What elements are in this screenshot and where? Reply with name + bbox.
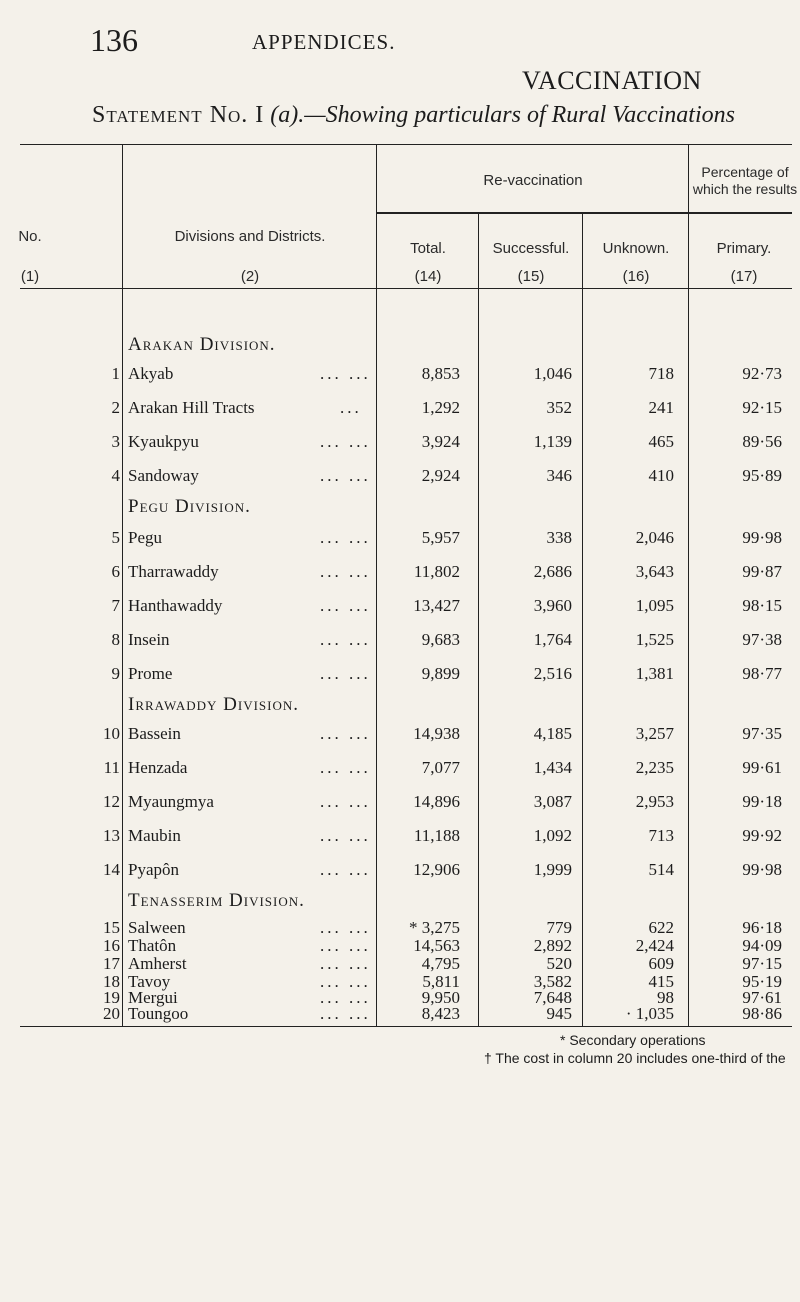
cell-unknown: 410 bbox=[648, 466, 674, 485]
cell-primary: 99·61 bbox=[742, 758, 782, 777]
district-name: Thatôn bbox=[128, 936, 177, 955]
cell-successful: 3,087 bbox=[533, 792, 572, 811]
leader-dots: ... bbox=[340, 398, 362, 417]
cell-successful: 4,185 bbox=[533, 724, 572, 743]
district-name: Amherst bbox=[128, 954, 187, 973]
row-number: 19 bbox=[103, 988, 120, 1007]
header-divisions: Divisions and Districts. bbox=[174, 228, 326, 245]
cell-primary: 96·18 bbox=[742, 918, 782, 937]
row-number: 11 bbox=[103, 758, 120, 777]
table-row bbox=[0, 826, 800, 854]
leader-dots: ... ... bbox=[320, 954, 371, 973]
header-revaccination: Re-vaccination bbox=[483, 172, 583, 189]
division-heading: Arakan Division. bbox=[128, 334, 276, 355]
row-number: 1 bbox=[111, 364, 120, 383]
cell-successful: 1,046 bbox=[533, 364, 572, 383]
district-name: Salween bbox=[128, 918, 186, 937]
cell-unknown: 718 bbox=[648, 364, 674, 383]
table-row bbox=[0, 432, 800, 460]
leader-dots: ... ... bbox=[320, 1004, 371, 1023]
cell-successful: 1,999 bbox=[533, 860, 572, 879]
header-primary: Primary. bbox=[716, 240, 772, 257]
cell-primary: 97·38 bbox=[742, 630, 782, 649]
cell-unknown: 1,525 bbox=[635, 630, 674, 649]
cell-primary: 99·87 bbox=[742, 562, 782, 581]
division-heading: Pegu Division. bbox=[128, 496, 251, 517]
district-name: Sandoway bbox=[128, 466, 199, 485]
cell-successful: 1,139 bbox=[533, 432, 572, 451]
row-number: 3 bbox=[111, 432, 120, 451]
cell-primary: 97·35 bbox=[742, 724, 782, 743]
leader-dots: ... ... bbox=[320, 724, 371, 743]
cell-primary: 99·18 bbox=[742, 792, 782, 811]
district-name: Insein bbox=[128, 630, 170, 649]
table-row bbox=[0, 466, 800, 494]
cell-total: 14,896 bbox=[413, 792, 460, 811]
leader-dots: ... ... bbox=[320, 562, 371, 581]
district-name: Pyapôn bbox=[128, 860, 179, 879]
cell-successful: 2,516 bbox=[533, 664, 572, 683]
leader-dots: ... ... bbox=[320, 630, 371, 649]
cell-total: 4,795 bbox=[421, 954, 460, 973]
cell-unknown: 622 bbox=[648, 918, 674, 937]
footnote-secondary: * Secondary operations bbox=[560, 1032, 706, 1048]
cell-unknown: 2,424 bbox=[635, 936, 674, 955]
row-number: 20 bbox=[103, 1004, 120, 1023]
cell-unknown: 713 bbox=[648, 826, 674, 845]
district-name: Toungoo bbox=[128, 1004, 189, 1023]
table-row bbox=[0, 724, 800, 752]
district-name: Akyab bbox=[128, 364, 174, 383]
cell-primary: 94·09 bbox=[742, 936, 782, 955]
row-number: 15 bbox=[103, 918, 120, 937]
row-number: 9 bbox=[111, 664, 120, 683]
cell-unknown: 98 bbox=[657, 988, 674, 1007]
row-number: 4 bbox=[111, 466, 120, 485]
table-top-rule bbox=[20, 144, 792, 145]
header-no-num: (1) bbox=[20, 268, 40, 285]
leader-dots: ... ... bbox=[320, 596, 371, 615]
cell-primary: 92·15 bbox=[742, 398, 782, 417]
cell-unknown: 3,257 bbox=[635, 724, 674, 743]
row-number: 12 bbox=[103, 792, 120, 811]
cell-successful: 7,648 bbox=[533, 988, 572, 1007]
header-unknown-num: (16) bbox=[622, 268, 650, 285]
cell-successful: 1,434 bbox=[533, 758, 572, 777]
header-percentage: Percentage of which the results bbox=[692, 164, 798, 197]
table-row bbox=[0, 528, 800, 556]
cell-primary: 99·98 bbox=[742, 528, 782, 547]
cell-total: 7,077 bbox=[421, 758, 460, 777]
cell-total: 2,924 bbox=[421, 466, 460, 485]
cell-primary: 99·98 bbox=[742, 860, 782, 879]
leader-dots: ... ... bbox=[320, 792, 371, 811]
cell-total: 12,906 bbox=[413, 860, 460, 879]
row-number: 14 bbox=[103, 860, 120, 879]
cell-successful: 520 bbox=[546, 954, 572, 973]
cell-total: 1,292 bbox=[421, 398, 460, 417]
cell-unknown: 2,235 bbox=[635, 758, 674, 777]
header-unknown: Unknown. bbox=[602, 240, 670, 257]
cell-primary: 95·89 bbox=[742, 466, 782, 485]
table-row bbox=[0, 758, 800, 786]
header-successful: Successful. bbox=[492, 240, 570, 257]
cell-successful: 3,960 bbox=[533, 596, 572, 615]
cell-total: * 3,275 bbox=[409, 918, 460, 937]
header-total-num: (14) bbox=[414, 268, 442, 285]
leader-dots: ... ... bbox=[320, 860, 371, 879]
header-bottom-rule bbox=[20, 288, 792, 289]
cell-unknown: 1,095 bbox=[635, 596, 674, 615]
cell-unknown: 2,046 bbox=[635, 528, 674, 547]
cell-primary: 97·61 bbox=[742, 988, 782, 1007]
row-number: 16 bbox=[103, 936, 120, 955]
district-name: Pegu bbox=[128, 528, 162, 547]
leader-dots: ... ... bbox=[320, 988, 371, 1007]
leader-dots: ... ... bbox=[320, 972, 371, 991]
cell-total: 9,950 bbox=[421, 988, 460, 1007]
cell-total: 13,427 bbox=[413, 596, 460, 615]
footnote-cost: † The cost in column 20 includes one-third of the bbox=[484, 1050, 786, 1066]
cell-successful: 338 bbox=[546, 528, 572, 547]
cell-total: 14,563 bbox=[413, 936, 460, 955]
leader-dots: ... ... bbox=[320, 432, 371, 451]
cell-unknown: 3,643 bbox=[635, 562, 674, 581]
leader-dots: ... ... bbox=[320, 758, 371, 777]
cell-primary: 89·56 bbox=[742, 432, 782, 451]
leader-dots: ... ... bbox=[320, 466, 371, 485]
leader-dots: ... ... bbox=[320, 936, 371, 955]
district-name: Henzada bbox=[128, 758, 188, 777]
cell-unknown: 609 bbox=[648, 954, 674, 973]
row-number: 13 bbox=[103, 826, 120, 845]
cell-primary: 99·92 bbox=[742, 826, 782, 845]
leader-dots: ... ... bbox=[320, 364, 371, 383]
statement-description: .—Showing particulars of Rural Vaccinations bbox=[298, 102, 735, 128]
cell-unknown: · 1,035 bbox=[625, 1004, 674, 1023]
cell-total: 14,938 bbox=[413, 724, 460, 743]
division-heading: Tenasserim Division. bbox=[128, 890, 305, 911]
row-number: 5 bbox=[111, 528, 120, 547]
district-name: Tharrawaddy bbox=[128, 562, 219, 581]
district-name: Prome bbox=[128, 664, 173, 683]
header-successful-num: (15) bbox=[517, 268, 545, 285]
cell-successful: 352 bbox=[546, 398, 572, 417]
cell-unknown: 2,953 bbox=[635, 792, 674, 811]
cell-successful: 2,686 bbox=[533, 562, 572, 581]
table-row bbox=[0, 562, 800, 590]
table-row bbox=[0, 664, 800, 692]
leader-dots: ... ... bbox=[320, 826, 371, 845]
table-row bbox=[0, 792, 800, 820]
cell-total: 8,423 bbox=[421, 1004, 460, 1023]
row-number: 6 bbox=[111, 562, 120, 581]
cell-successful: 779 bbox=[546, 918, 572, 937]
table-row bbox=[0, 596, 800, 624]
cell-total: 5,957 bbox=[421, 528, 460, 547]
cell-primary: 95·19 bbox=[742, 972, 782, 991]
table-row bbox=[0, 860, 800, 888]
leader-dots: ... ... bbox=[320, 918, 371, 937]
row-number: 18 bbox=[103, 972, 120, 991]
cell-successful: 1,764 bbox=[533, 630, 572, 649]
cell-total: 11,802 bbox=[413, 562, 460, 581]
subheader-rule bbox=[376, 212, 792, 214]
cell-primary: 92·73 bbox=[742, 364, 782, 383]
row-number: 8 bbox=[111, 630, 120, 649]
cell-unknown: 514 bbox=[648, 860, 674, 879]
leader-dots: ... ... bbox=[320, 664, 371, 683]
division-heading: Irrawaddy Division. bbox=[128, 694, 300, 715]
table-row bbox=[0, 630, 800, 658]
district-name: Arakan Hill Tracts bbox=[128, 398, 255, 417]
running-head: APPENDICES. bbox=[252, 30, 396, 54]
cell-primary: 98·77 bbox=[742, 664, 782, 683]
statement-part: (a) bbox=[270, 102, 299, 128]
cell-successful: 346 bbox=[546, 466, 572, 485]
cell-successful: 3,582 bbox=[533, 972, 572, 991]
district-name: Kyaukpyu bbox=[128, 432, 199, 451]
cell-total: 9,683 bbox=[421, 630, 460, 649]
cell-unknown: 1,381 bbox=[635, 664, 674, 683]
cell-total: 3,924 bbox=[421, 432, 460, 451]
row-number: 2 bbox=[111, 398, 120, 417]
district-name: Maubin bbox=[128, 826, 181, 845]
row-number: 10 bbox=[103, 724, 120, 743]
row-number: 7 bbox=[111, 596, 120, 615]
district-name: Myaungmya bbox=[128, 792, 214, 811]
leader-dots: ... ... bbox=[320, 528, 371, 547]
district-name: Mergui bbox=[128, 988, 178, 1007]
cell-unknown: 241 bbox=[648, 398, 674, 417]
district-name: Bassein bbox=[128, 724, 181, 743]
cell-total: 9,899 bbox=[421, 664, 460, 683]
row-number: 17 bbox=[103, 954, 120, 973]
cell-unknown: 465 bbox=[648, 432, 674, 451]
statement-label: Statement No. I bbox=[92, 102, 265, 128]
header-divisions-num: (2) bbox=[240, 268, 260, 285]
table-row bbox=[0, 398, 800, 426]
page-number: 136 bbox=[90, 22, 138, 58]
district-name: Hanthawaddy bbox=[128, 596, 223, 615]
cell-unknown: 415 bbox=[648, 972, 674, 991]
header-no: No. bbox=[18, 228, 42, 245]
cell-total: 5,811 bbox=[422, 972, 460, 991]
cell-total: 8,853 bbox=[421, 364, 460, 383]
cell-primary: 98·86 bbox=[742, 1004, 782, 1023]
cell-successful: 1,092 bbox=[533, 826, 572, 845]
district-name: Tavoy bbox=[128, 972, 171, 991]
table-row bbox=[0, 364, 800, 392]
cell-primary: 97·15 bbox=[742, 954, 782, 973]
title-main: VACCINATION bbox=[522, 66, 702, 95]
cell-successful: 945 bbox=[546, 1004, 572, 1023]
header-primary-num: (17) bbox=[730, 268, 758, 285]
table-row bbox=[0, 1004, 800, 1032]
header-total: Total. bbox=[410, 240, 446, 257]
cell-primary: 98·15 bbox=[742, 596, 782, 615]
cell-total: 11,188 bbox=[413, 826, 460, 845]
cell-successful: 2,892 bbox=[533, 936, 572, 955]
